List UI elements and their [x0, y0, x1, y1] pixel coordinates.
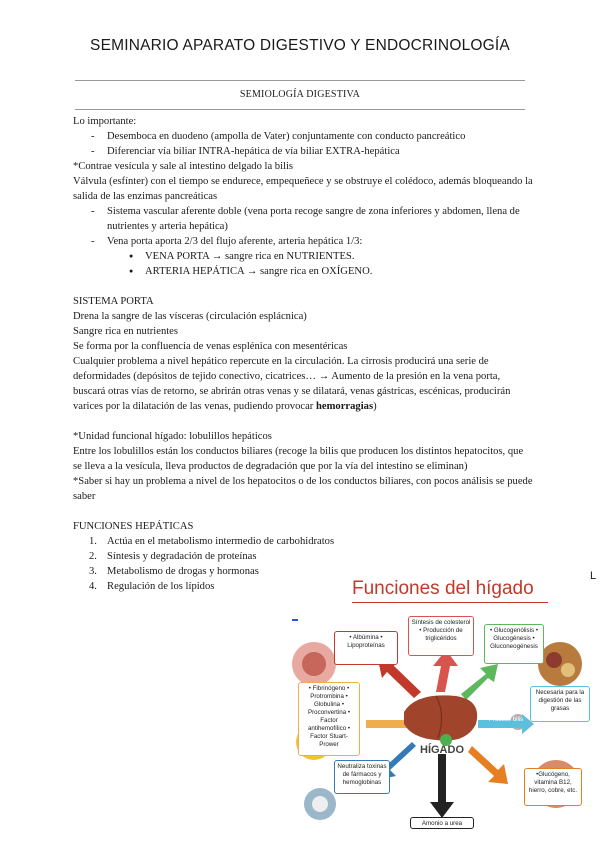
paragraph: *Unidad funcional hígado: lobulillos hepáticos: [73, 431, 272, 442]
paragraph: Válvula (esfínter) con el tiempo se endurece, empequeñece y se obstruye el colédoco, además bloqueando la salida de las enzimas pancreáticas: [73, 176, 533, 202]
divider-top: [75, 80, 525, 81]
info-box-albumina: • Albúmina • Lipoproteínas: [334, 631, 398, 665]
arrow-icon: [461, 664, 498, 700]
info-box-bilis: Necesaria para la digestión de las grasas: [530, 686, 590, 722]
arrow-icon: [468, 746, 508, 784]
info-box-colesterol: Síntesis de colesterol • Producción de triglicéridos: [408, 616, 474, 656]
info-box-amonio: Amonio a urea: [410, 817, 474, 829]
bullet-item: ● VENA PORTA → sangre rica en NUTRIENTES.: [73, 249, 533, 264]
arrow-icon: [433, 650, 458, 692]
infographic-title: Funciones del hígado: [352, 578, 534, 599]
document-body: [73, 114, 533, 594]
paragraph: Lo importante:: [73, 116, 137, 127]
page-title: SEMINARIO APARATO DIGESTIVO Y ENDOCRINOLOGÍA: [90, 37, 510, 54]
text-span: Cualquier problema a nivel hepático repercute en la circulación. La cirrosis producirá una serie de deformidades (depósitos de tejido conectivo, cicatrices… → Aumento de la presión en la vena porta, buscará otras vías de retorno, se abrirán otras venas y se dilatará, venas gástricas, escénicas, producirán varices por la dilatación de las venas, pudiendo provocar: [73, 356, 511, 412]
paragraph: *Contrae vesícula y sale al intestino delgado la bilis: [73, 161, 294, 172]
section-title: SEMIOLOGÍA DIGESTIVA: [239, 89, 361, 100]
arrow-icon: [378, 660, 421, 698]
liver-label: HÍGADO: [420, 744, 464, 756]
liver-icon: [404, 695, 477, 740]
paragraph: [73, 354, 533, 414]
liver-functions-infographic: [286, 574, 596, 832]
paragraph: Entre los lobulillos están los conductos biliares (recoge la bilis que producen los distintos hepatocitos, que se lleva a la vesícula, lleva productos de degradación que por la vía del intestino se eliminan): [73, 446, 524, 472]
paragraph: *Saber si hay un problema a nivel de los hepatocitos o de los conductos biliares, con pocos análisis se puede saber: [73, 476, 533, 502]
paragraph: Sangre rica en nutrientes: [73, 326, 179, 337]
divider-bottom: [75, 109, 525, 110]
numbered-item: 1. Actúa en el metabolismo intermedio de carbohidratos: [89, 536, 335, 547]
list-item: - Sistema vascular aferente doble (vena porta recoge sangre de zona inferiores y abdomen, llena de nutrientes y arteria hepática): [73, 204, 533, 234]
info-box-almacena: •Glucógeno, vitamina B12, hierro, cobre, etc.: [524, 768, 582, 806]
numbered-item: 3. Metabolismo de drogas y hormonas: [89, 566, 259, 577]
info-box-neutraliza: Neutraliza toxinas de fármacos y hemoglobinas: [334, 760, 390, 794]
section-heading: FUNCIONES HEPÁTICAS: [73, 521, 194, 532]
section-heading: SISTEMA PORTA: [73, 296, 154, 307]
list-item: - Diferenciar vía biliar INTRA-hepática de vía biliar EXTRA-hepática: [73, 144, 533, 159]
paragraph: Drena la sangre de las vísceras (circulación esplácnica): [73, 311, 307, 322]
paragraph: Se forma por la confluencia de venas esplénica con mesentéricas: [73, 341, 348, 352]
info-box-coagulacion: • Fibrinógeno • Protrombina • Globulina • Proconvertina • Factor antihemofílico • Factor Stuart-Prower: [298, 682, 360, 756]
numbered-item: 2. Síntesis y degradación de proteínas: [89, 551, 257, 562]
bold-term: hemorragias: [315, 401, 374, 412]
bullet-item: ● ARTERIA HEPÁTICA → sangre rica en OXÍGENO.: [73, 264, 533, 279]
arrow-label-bilis: Produce bilis: [488, 717, 524, 723]
text-span: ): [373, 401, 377, 412]
list-item: - Desemboca en duodeno (ampolla de Vater) conjuntamente con conducto pancreático: [73, 129, 533, 144]
list-item: - Vena porta aporta 2/3 del flujo aferente, arteria hepática 1/3:: [73, 234, 533, 249]
numbered-item: 4. Regulación de los lípidos: [89, 581, 215, 592]
stray-character: L: [590, 570, 597, 582]
info-box-glucogeno: • Glucogenólisis • Glucogénesis • Gluconeogénesis: [484, 624, 544, 664]
arrow-icon: [430, 754, 454, 818]
